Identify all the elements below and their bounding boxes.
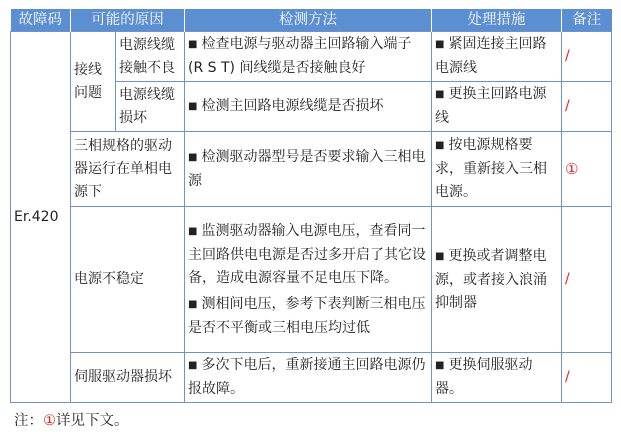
remark-cell: / <box>562 32 612 82</box>
table-row <box>11 353 612 403</box>
method-cell <box>185 207 432 353</box>
cause-cell: 伺服驱动器损坏 <box>71 353 185 403</box>
footnote-text: 详见下文。 <box>56 413 129 429</box>
cause-cell: 三相规格的驱动器运行在单相电源下 <box>71 132 185 207</box>
method-text: ■ 监测驱动器输入电源电压，查看同一主回路供电电源是否过多开启了其它设备，造成电源容量不足电压下降。 <box>188 220 428 290</box>
table-row <box>11 207 612 353</box>
table-row <box>11 32 612 82</box>
footnote-mark: ① <box>43 413 56 429</box>
footnote-prefix: 注： <box>14 413 43 429</box>
method-text: ■ 多次下电后，重新接通主回路电源仍报故障。 <box>188 354 428 401</box>
action-cell <box>432 132 562 207</box>
footnote <box>14 409 129 430</box>
remark-cell: / <box>562 353 612 403</box>
method-cell <box>185 353 432 403</box>
header-fault-code: 故障码 <box>11 9 71 32</box>
action-cell <box>432 82 562 132</box>
method-cell <box>185 132 432 207</box>
remark-cell: ① <box>562 132 612 207</box>
fault-table <box>10 9 612 403</box>
cause-sub-cell: 电源线缆接触不良 <box>116 32 185 82</box>
remark-cell: / <box>562 207 612 353</box>
method-text: ■ 测相间电压，参考下表判断三相电压是否不平衡或三相电压均过低 <box>188 293 428 340</box>
header-cause: 可能的原因 <box>71 9 185 32</box>
table-row <box>11 132 612 207</box>
action-cell <box>432 353 562 403</box>
action-cell <box>432 207 562 353</box>
method-cell <box>185 82 432 132</box>
method-text: ■ 检查电源与驱动器主回路输入端子 (R S T) 间线缆是否接触良好 <box>188 33 428 80</box>
method-text: ■ 检测主回路电源线缆是否损坏 <box>188 95 428 119</box>
cause-sub-cell: 电源线缆损坏 <box>116 82 185 132</box>
method-text: ■ 检测驱动器型号是否要求输入三相电源 <box>188 146 428 193</box>
action-text: ■ 更换主回路电源线 <box>435 86 546 126</box>
action-text: ■ 紧固连接主回路电源线 <box>435 36 546 76</box>
table-header-row <box>11 9 612 32</box>
cause-cell: 电源不稳定 <box>71 207 185 353</box>
action-text: ■ 更换伺服驱动器。 <box>435 357 532 397</box>
remark-cell: / <box>562 82 612 132</box>
header-method: 检测方法 <box>185 9 432 32</box>
method-cell <box>185 32 432 82</box>
action-text: ■ 更换或者调整电源，或者接入浪涌抑制器 <box>435 248 547 311</box>
header-action: 处理措施 <box>432 9 562 32</box>
action-cell <box>432 32 562 82</box>
cause-group-cell: 接线问题 <box>71 32 116 132</box>
header-remark: 备注 <box>562 9 612 32</box>
fault-code-cell: Er.420 <box>11 32 71 403</box>
action-text: ■ 按电源规格要求，重新接入三相电源。 <box>435 137 547 200</box>
